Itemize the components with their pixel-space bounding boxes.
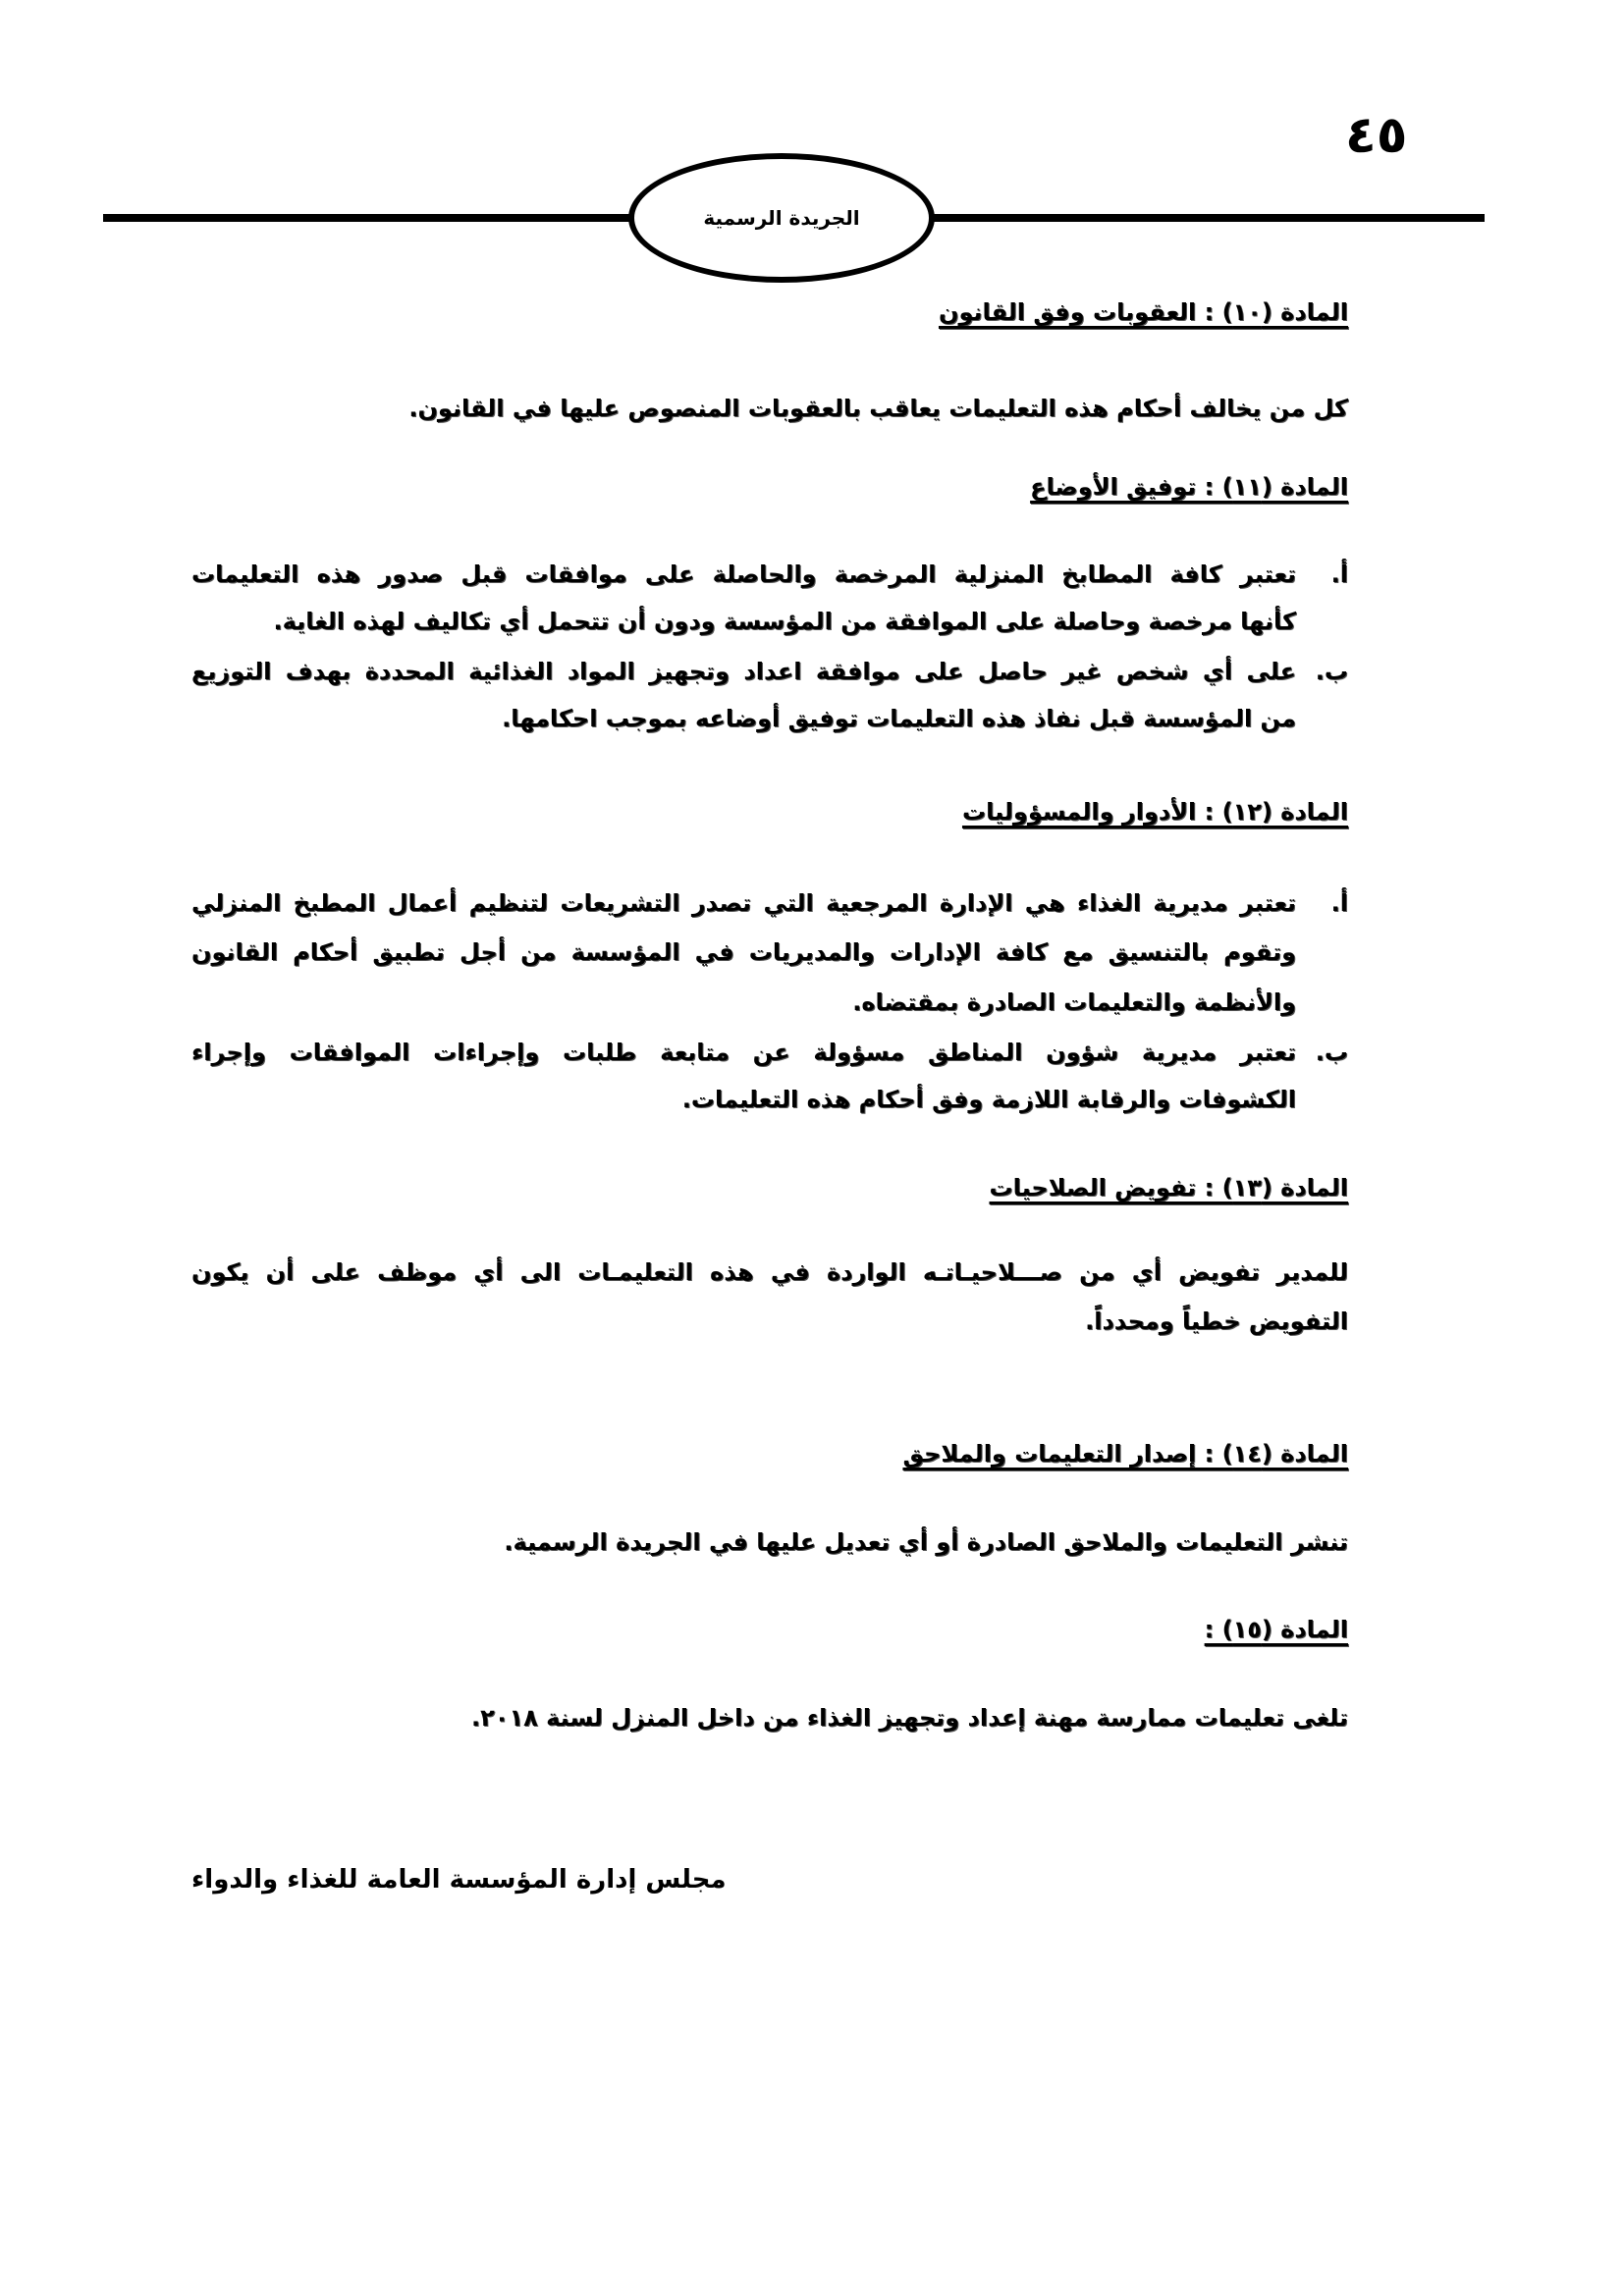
item-marker: أ. [1330,561,1348,588]
article-11-b-line: على أي شخص غير حاصل على موافقة اعداد وتجهيز المواد الغذائية المحددة بهدف التوزيع [191,658,1296,685]
article-10-title: المادة (١٠) : العقوبات وفق القانون [938,298,1348,326]
article-14-text: تنشر التعليمات والملاحق الصادرة أو أي تعديل عليها في الجريدة الرسمية. [504,1528,1348,1556]
article-13-title: المادة (١٣) : تفويض الصلاحيات [989,1174,1348,1201]
item-marker: أ. [1330,889,1348,917]
page-number: ٤٥ [1345,106,1408,165]
article-11-a-line: كأنها مرخصة وحاصلة على الموافقة من المؤسسة ودون أن تتحمل أي تكاليف لهذه الغاية. [273,608,1296,635]
article-14-title: المادة (١٤) : إصدار التعليمات والملاحق [902,1440,1348,1468]
article-12-b-line: تعتبر مديرية شؤون المناطق مسؤولة عن متابعة طلبات وإجراءات الموافقات وإجراء [191,1039,1296,1066]
article-11-a-line: تعتبر كافة المطابخ المنزلية المرخصة والحاصلة على موافقات قبل صدور هذه التعليمات [191,561,1296,588]
gazette-emblem [628,153,935,283]
article-12-b-line: الكشوفات والرقابة اللازمة وفق أحكام هذه التعليمات. [681,1086,1296,1113]
article-10-text: كل من يخالف أحكام هذه التعليمات يعاقب بالعقوبات المنصوص عليها في القانون. [408,395,1348,422]
item-marker: ب. [1315,658,1348,685]
item-marker: ب. [1315,1039,1348,1066]
article-12-a-line: والأنظمة والتعليمات الصادرة بمقتضاه. [852,988,1296,1016]
article-11-title: المادة (١١) : توفيق الأوضاع [1030,473,1348,501]
article-11-b-line: من المؤسسة قبل نفاذ هذه التعليمات توفيق أوضاعه بموجب احكامها. [502,705,1296,732]
signature: مجلس إدارة المؤسسة العامة للغذاء والدواء [191,1865,727,1895]
article-12-a-line: وتقوم بالتنسيق مع كافة الإدارات والمديريات في المؤسسة من أجل تطبيق أحكام القانون [191,938,1296,966]
gazette-title: الجريدة الرسمية [703,206,860,230]
article-13-line: التفويض خطياً ومحدداً. [1085,1308,1348,1335]
article-12-a-line: تعتبر مديرية الغذاء هي الإدارة المرجعية التي تصدر التشريعات لتنظيم أعمال المطبخ المنزلي [191,889,1296,917]
article-12-title: المادة (١٢) : الأدوار والمسؤوليات [961,798,1348,826]
article-15-title: المادة (١٥) : [1204,1616,1348,1643]
article-15-text: تلغى تعليمات ممارسة مهنة إعداد وتجهيز الغذاء من داخل المنزل لسنة ٢٠١٨. [471,1704,1348,1732]
article-13-line: للمدير تفويض أي من صـــلاحيـاتـه الواردة في هذه التعليمـات الى أي موظف على أن يكون [191,1258,1348,1286]
